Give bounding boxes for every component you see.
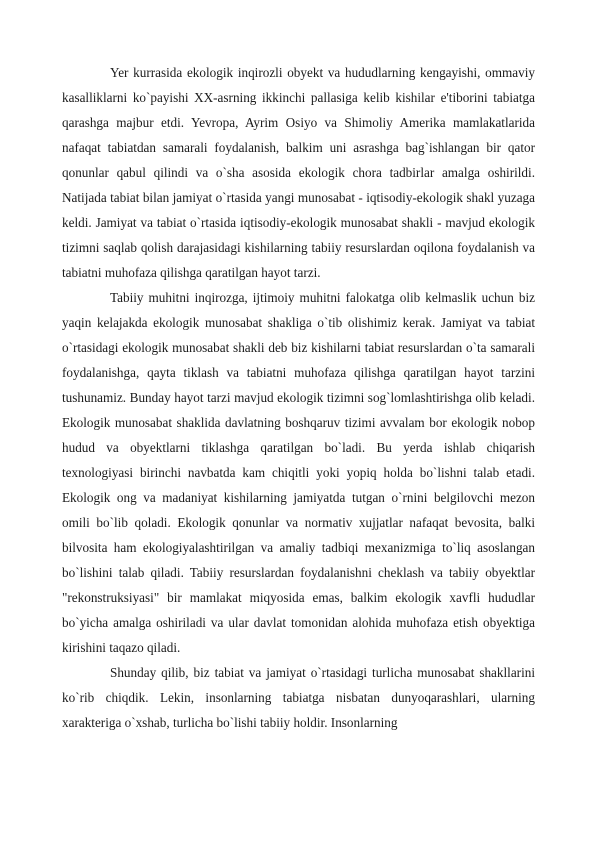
- paragraph-2: Tabiiy muhitni inqirozga, ijtimoiy muhitni falokatga olib kelmaslik uchun biz yaqin kelajakda ekologik munosabat shakliga o`tib olishimiz kerak. Jamiyat va tabiat o`rtasidagi ekologik munosabat shakli deb biz kishilarni tabiat resurslardan o`ta samarali foydalanishga, qayta tiklash va tabiatni muhofaza qilishga qaratilgan hayot tarzini tushunamiz. Bunday hayot tarzi mavjud ekologik tizimni sog`lomlashtirishga olib keladi. Ekologik munosabat shaklida davlatning boshqaruv tizimi avvalam bor ekologik nobop hudud va obyektlarni tiklashga qaratilgan bo`ladi. Bu yerda ishlab chiqarish texnologiyasi birinchi navbatda kam chiqitli yoki yopiq holda bo`lishni talab etadi. Ekologik ong va madaniyat kishilarning jamiyatda tutgan o`rnini belgilovchi mezon omili bo`lib qoladi. Ekologik qonunlar va normativ xujjatlar nafaqat bevosita, balki bilvosita ham ekologiyalashtirilgan va amaliy tadbiqi mexanizmiga to`liq asoslangan bo`lishini talab qiladi. Tabiiy resurslardan foydalanishni cheklash va tabiiy obyektlar "rekonstruksiyasi" bir mamlakat miqyosida emas, balkim ekologik xavfli hududlar bo`yicha amalga oshiriladi va ular davlat tomonidan alohida muhofaza etish obyektiga kirishini taqazo qiladi.: [62, 290, 535, 655]
- paragraph-1: Yer kurrasida ekologik inqirozli obyekt va hududlarning kengayishi, ommaviy kasalliklarni ko`payishi XX-asrning ikkinchi pallasiga kelib kishilar e'tiborini tabiatga qarashga majbur etdi. Yevropa, Ayrim Osiyo va Shimoliy Amerika mamlakatlarida nafaqat tabiatdan samarali foydalanish, balkim uni asrashga bag`ishlangan bir qator qonunlar qabul qilindi va o`sha asosida ekologik chora tadbirlar amalga oshirildi. Natijada tabiat bilan jamiyat o`rtasida yangi munosabat - iqtisodiy-ekologik shakl yuzaga keldi. Jamiyat va tabiat o`rtasida iqtisodiy-ekologik munosabat shakli - mavjud ekologik tizimni saqlab qolish darajasidagi kishilarning tabiiy resurslardan oqilona foydalanish va tabiatni muhofaza qilishga qaratilgan hayot tarzi.: [62, 65, 535, 280]
- document-page: [62, 60, 535, 735]
- paragraph-3: Shunday qilib, biz tabiat va jamiyat o`rtasidagi turlicha munosabat shakllarini ko`rib chiqdik. Lekin, insonlarning tabiatga nisbatan dunyoqarashlari, ularning xarakteriga o`xshab, turlicha bo`lishi tabiiy holdir. Insonlarning: [62, 665, 535, 730]
